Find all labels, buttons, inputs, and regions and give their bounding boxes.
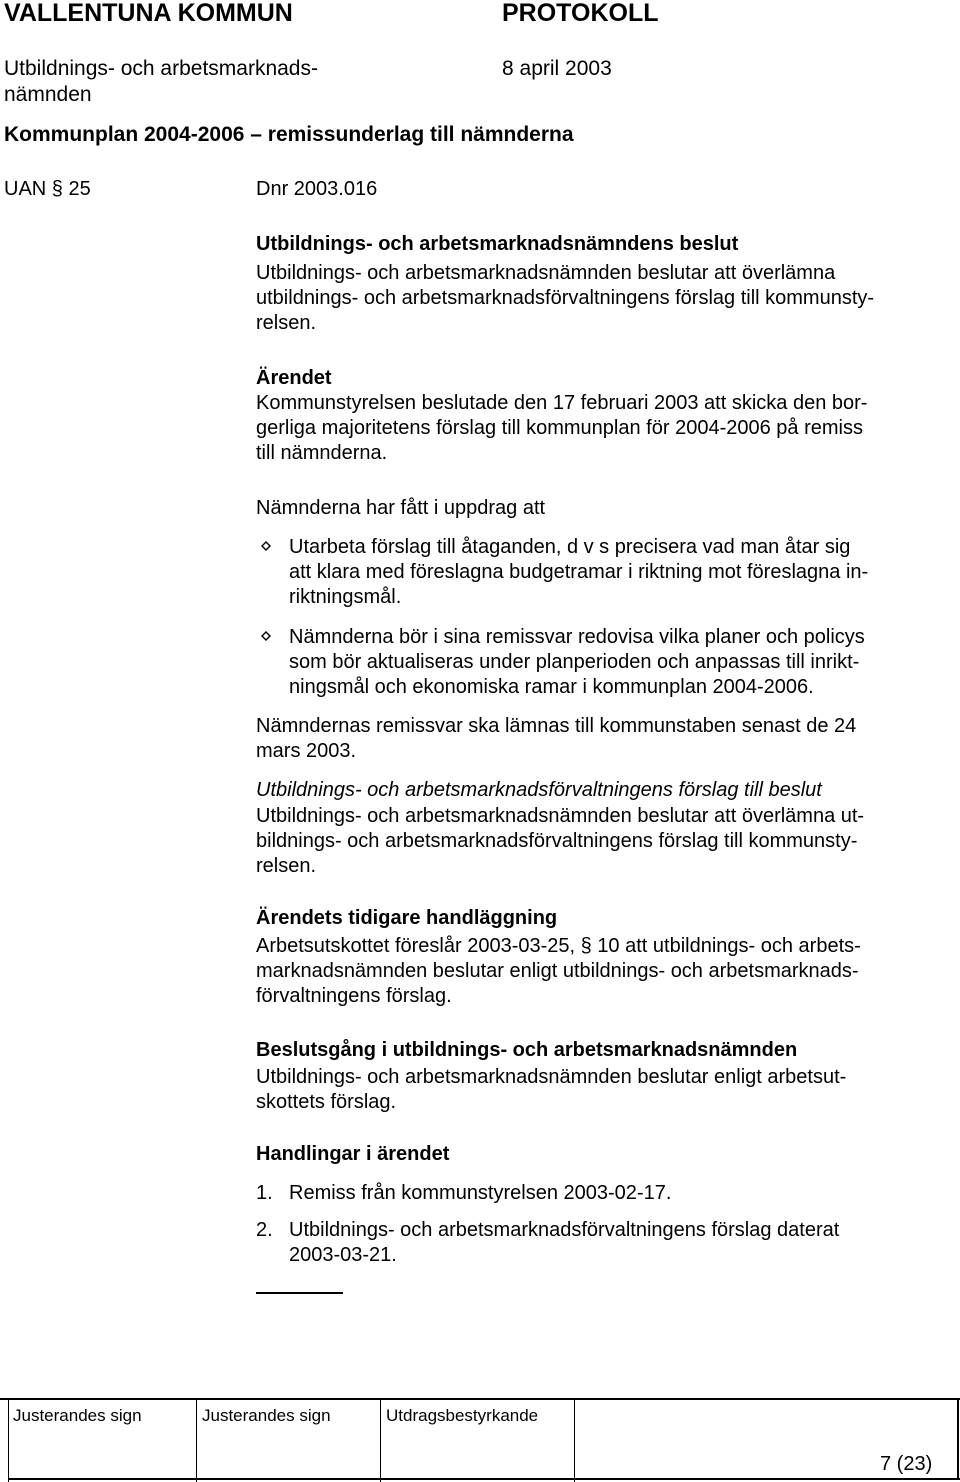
org-name: VALLENTUNA KOMMUN bbox=[4, 0, 293, 27]
task-intro: Nämnderna har fått i uppdrag att bbox=[256, 497, 546, 519]
diamond-bullet-icon bbox=[261, 631, 271, 641]
text-line: relsen. bbox=[256, 855, 317, 877]
decision-heading: Utbildnings- och arbetsmarknadsnämndens beslut bbox=[256, 233, 739, 255]
meeting-date: 8 april 2003 bbox=[502, 57, 612, 80]
text-line: Utbildnings- och arbetsmarknadsnämnden beslutar enligt arbetsut- bbox=[256, 1066, 847, 1088]
signature-field-2: Justerandes sign bbox=[202, 1406, 331, 1425]
section-sign: § bbox=[51, 178, 63, 200]
signature-field-1: Justerandes sign bbox=[13, 1406, 142, 1425]
section-sign: § bbox=[580, 935, 592, 957]
list-item bbox=[289, 625, 865, 700]
list-item bbox=[289, 535, 868, 610]
case-number bbox=[4, 177, 91, 202]
text-line: relsen. bbox=[256, 312, 317, 334]
end-rule bbox=[256, 1292, 343, 1294]
text-line: Arbetsutskottet föreslår 2003-03-25, § 10 att utbildnings- och arbets- bbox=[256, 935, 861, 957]
history-text bbox=[256, 934, 861, 1009]
committee-name-line2: nämnden bbox=[4, 83, 92, 106]
committee-name-line1: Utbildnings- och arbetsmarknads- bbox=[4, 57, 318, 80]
text-line: Nämnderna bör i sina remissvar redovisa vilka planer och policys bbox=[289, 626, 865, 648]
text-line: riktningsmål. bbox=[289, 586, 402, 608]
matter-text bbox=[256, 391, 867, 466]
extract-certification-field: Utdragsbestyrkande bbox=[386, 1406, 539, 1425]
text-line: mars 2003. bbox=[256, 740, 357, 762]
list-item bbox=[289, 1218, 839, 1268]
text-line: marknadsnämnden beslutar enligt utbildnings- och arbetsmarknads- bbox=[256, 960, 859, 982]
text-line: till nämnderna. bbox=[256, 442, 388, 464]
history-heading: Ärendets tidigare handläggning bbox=[256, 907, 558, 929]
text-line: Utbildnings- och arbetsmarknadsförvaltningens förslag daterat bbox=[289, 1219, 840, 1241]
text-line: ningsmål och ekonomiska ramar i kommunplan 2004-2006. bbox=[289, 676, 814, 698]
footer-divider bbox=[957, 1398, 959, 1480]
list-item-number: 1. bbox=[256, 1182, 273, 1204]
text-line: Utbildnings- och arbetsmarknadsnämnden beslutar att överlämna bbox=[256, 262, 836, 284]
document-type: PROTOKOLL bbox=[502, 0, 659, 27]
list-item-number: 2. bbox=[256, 1219, 273, 1241]
text-line: Nämndernas remissvar ska lämnas till kommunstaben senast de 24 bbox=[256, 715, 857, 737]
text-line: som bör aktualiseras under planperioden och anpassas till inrikt- bbox=[289, 651, 860, 673]
text-line: 2003-03-21. bbox=[289, 1244, 397, 1266]
text-line: Kommunstyrelsen beslutade den 17 februari 2003 att skicka den bor- bbox=[256, 392, 868, 414]
matter-heading: Ärendet bbox=[256, 367, 332, 389]
text-line: bildnings- och arbetsmarknadsförvaltningens förslag till kommunsty- bbox=[256, 830, 858, 852]
documents-heading: Handlingar i ärendet bbox=[256, 1143, 450, 1165]
text-line: skottets förslag. bbox=[256, 1091, 397, 1113]
proposal-text bbox=[256, 804, 864, 879]
text-line: Utbildnings- och arbetsmarknadsnämnden beslutar att överlämna ut- bbox=[256, 805, 865, 827]
text-line: Utarbeta förslag till åtaganden, d v s precisera vad man åtar sig bbox=[289, 536, 851, 558]
case-paragraph: 25 bbox=[68, 178, 91, 200]
list-item: Remiss från kommunstyrelsen 2003-02-17. bbox=[289, 1182, 672, 1204]
text-line: utbildnings- och arbetsmarknadsförvaltningens förslag till kommunsty- bbox=[256, 287, 875, 309]
deadline-text bbox=[256, 714, 856, 764]
footer-divider bbox=[574, 1398, 575, 1482]
case-prefix: UAN bbox=[4, 178, 47, 200]
text-line: gerliga majoritetens förslag till kommunplan för 2004-2006 på remiss bbox=[256, 417, 863, 439]
diamond-bullet-icon bbox=[261, 541, 271, 551]
footer-rule-bottom bbox=[8, 1478, 960, 1480]
diary-number: Dnr 2003.016 bbox=[256, 178, 378, 200]
procedure-heading: Beslutsgång i utbildnings- och arbetsmarknadsnämnden bbox=[256, 1039, 798, 1061]
proposal-heading: Utbildnings- och arbetsmarknadsförvaltningens förslag till beslut bbox=[256, 779, 822, 801]
text-line: förvaltningens förslag. bbox=[256, 985, 452, 1007]
text-line: att klara med föreslagna budgetramar i riktning mot föreslagna in- bbox=[289, 561, 869, 583]
footer-divider bbox=[8, 1398, 9, 1482]
procedure-text bbox=[256, 1065, 846, 1115]
decision-text bbox=[256, 261, 874, 336]
footer-divider bbox=[196, 1398, 197, 1482]
page-title: Kommunplan 2004-2006 – remissunderlag till nämnderna bbox=[4, 123, 574, 146]
page-number: 7 (23) bbox=[880, 1453, 933, 1475]
footer-divider bbox=[380, 1398, 381, 1482]
